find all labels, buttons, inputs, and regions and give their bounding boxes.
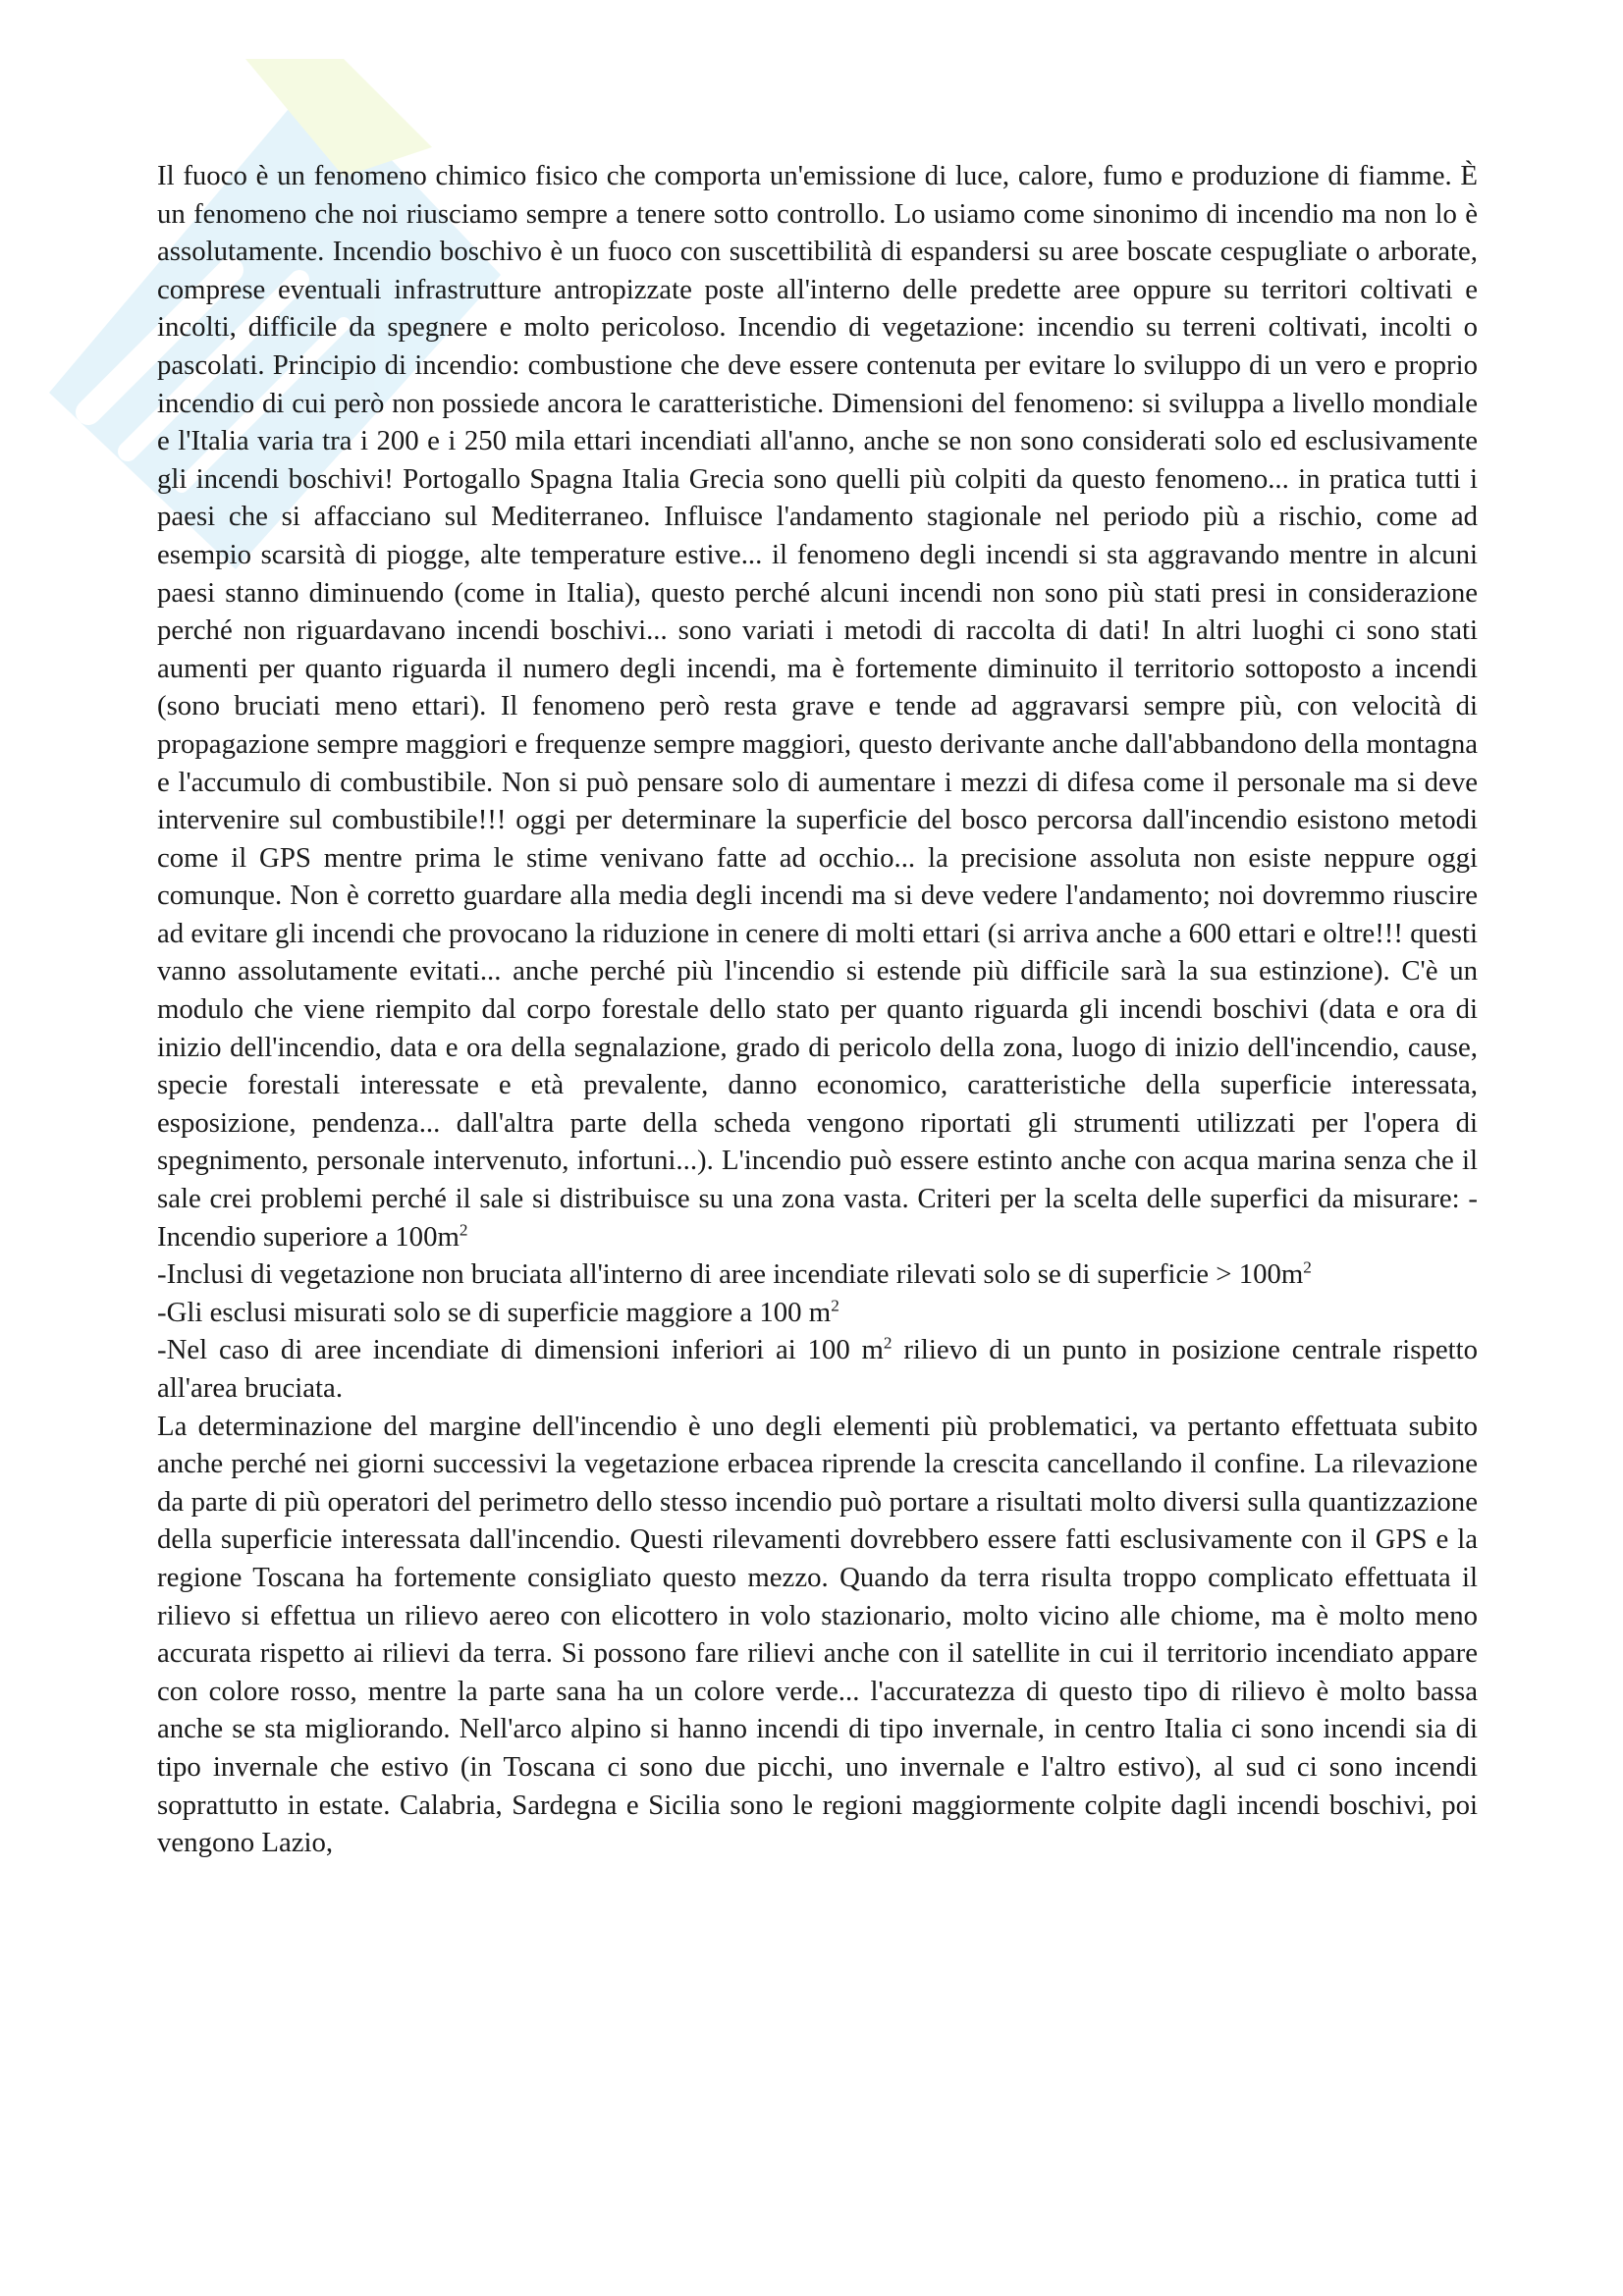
superscript-two: 2 [883, 1333, 893, 1353]
criterion-item [157, 1294, 1478, 1332]
criterion-item [157, 1255, 1478, 1294]
criterion-text: -Nel caso di aree incendiate di dimensioni inferiori ai 100 m [157, 1334, 884, 1366]
criterion-text: -Gli esclusi misurati solo se di superficie maggiore a 100 m [157, 1296, 832, 1328]
superscript-two: 2 [1303, 1257, 1312, 1277]
superscript-two: 2 [459, 1220, 468, 1240]
criterion-text: -Inclusi di vegetazione non bruciata all'interno di aree incendiate rilevati solo se di superficie > 100m [157, 1258, 1304, 1291]
main-paragraph [157, 157, 1478, 1255]
superscript-two: 2 [831, 1296, 839, 1315]
criterion-tail: rilievo di un punto in posizione centrale rispetto all'area bruciata. [157, 1334, 1479, 1404]
closing-paragraph: La determinazione del margine dell'incendio è uno degli elementi più problematici, va pertanto effettuata subito anche perché nei giorni successivi la vegetazione erbacea riprende la crescita cancellando il confine. La rilevazione da parte di più operatori del perimetro dello stesso incendio può portare a risultati molto diversi sulla quantizzazione della superficie interessata dall'incendio. Questi rilevamenti dovrebbero essere fatti esclusivamente con il GPS e la regione Toscana ha fortemente consigliato questo mezzo. Quando da terra risulta troppo complicato effettuata il rilievo si effettua un rilievo aereo con elicottero in volo stazionario, molto vicino alle chiome, ma è molto meno accurata rispetto ai rilievi da terra. Si possono fare rilievi anche con il satellite in cui il territorio incendiato appare con colore rosso, mentre la parte sana ha un colore verde... l'accuratezza di questo tipo di rilievo è molto bassa anche se sta migliorando. Nell'arco alpino si hanno incendi di tipo invernale, in centro Italia ci sono incendi sia di tipo invernale che estivo (in Toscana ci sono due picchi, uno invernale e l'altro estivo), al sud ci sono incendi soprattutto in estate. Calabria, Sardegna e Sicilia sono le regioni maggiormente colpite dagli incendi boschivi, poi vengono Lazio, [157, 1410, 1478, 1859]
main-paragraph-text: Il fuoco è un fenomeno chimico fisico che comporta un'emissione di luce, calore, fumo e produzione di fiamme. È un fenomeno che noi riusciamo sempre a tenere sotto controllo. Lo usiamo come sinonimo di incendio ma non lo è assolutamente. Incendio boschivo è un fuoco con suscettibilità di espandersi su aree boscate cespugliate o arborate, comprese eventuali infrastrutture antropizzate poste all'interno delle predette aree oppure su territori coltivati e incolti, difficile da spegnere e molto pericoloso. Incendio di vegetazione: incendio su terreni coltivati, incolti o pascolati. Principio di incendio: combustione che deve essere contenuta per evitare lo sviluppo di un vero e proprio incendio di cui però non possiede ancora le caratteristiche. Dimensioni del fenomeno: si sviluppa a livello mondiale e l'Italia varia tra i 200 e i 250 mila ettari incendiati all'anno, anche se non sono considerati solo ed esclusivamente gli incendi boschivi! Portogallo Spagna Italia Grecia sono quelli più colpiti da questo fenomeno... in pratica tutti i paesi che si affacciano sul Mediterraneo. Influisce l'andamento stagionale nel periodo più a rischio, come ad esempio scarsità di piogge, alte temperature estive... il fenomeno degli incendi si sta aggravando mentre in alcuni paesi stanno diminuendo (come in Italia), questo perché alcuni incendi non sono più stati presi in considerazione perché non riguardavano incendi boschivi... sono variati i metodi di raccolta di dati! In altri luoghi ci sono stati aumenti per quanto riguarda il numero degli incendi, ma è fortemente diminuito il territorio sottoposto a incendi (sono bruciati meno ettari). Il fenomeno però resta grave e tende ad aggravarsi sempre più, con velocità di propagazione sempre maggiori e frequenze sempre maggiori, questo derivante anche dall'abbandono della montagna e l'accumulo di combustibile. Non si può pensare solo di aumentare i mezzi di difesa come il personale ma si deve intervenire sul combustibile!!! oggi per determinare la superficie del bosco percorsa dall'incendio esistono metodi come il GPS mentre prima le stime venivano fatte ad occhio... la precisione assoluta non esiste neppure oggi comunque. Non è corretto guardare alla media degli incendi ma si deve vedere l'andamento; noi dovremmo riuscire ad evitare gli incendi che provocano la riduzione in cenere di molti ettari (si arriva anche a 600 ettari e oltre!!! questi vanno assolutamente evitati... anche perché più l'incendio si estende più difficile sarà la sua estinzione). C'è un modulo che viene riempito dal corpo forestale dello stato per quanto riguarda gli incendi boschivi (data e ora di inizio dell'incendio, data e ora della segnalazione, grado di pericolo della zona, luogo di inizio dell'incendio, cause, specie forestali interessate e età prevalente, danno economico, caratteristiche della superficie interessata, esposizione, pendenza... dall'altra parte della scheda vengono riportati gli strumenti utilizzati per l'opera di spegnimento, personale intervenuto, infortuni...). L'incendio può essere estinto anche con acqua marina senza che il sale crei problemi perché il sale si distribuisce su una zona vasta. Criteri per la scelta delle superfici da misurare: -Incendio superiore a 100m [157, 160, 1478, 1253]
criterion-item [157, 1331, 1478, 1407]
document-body [157, 157, 1478, 1862]
